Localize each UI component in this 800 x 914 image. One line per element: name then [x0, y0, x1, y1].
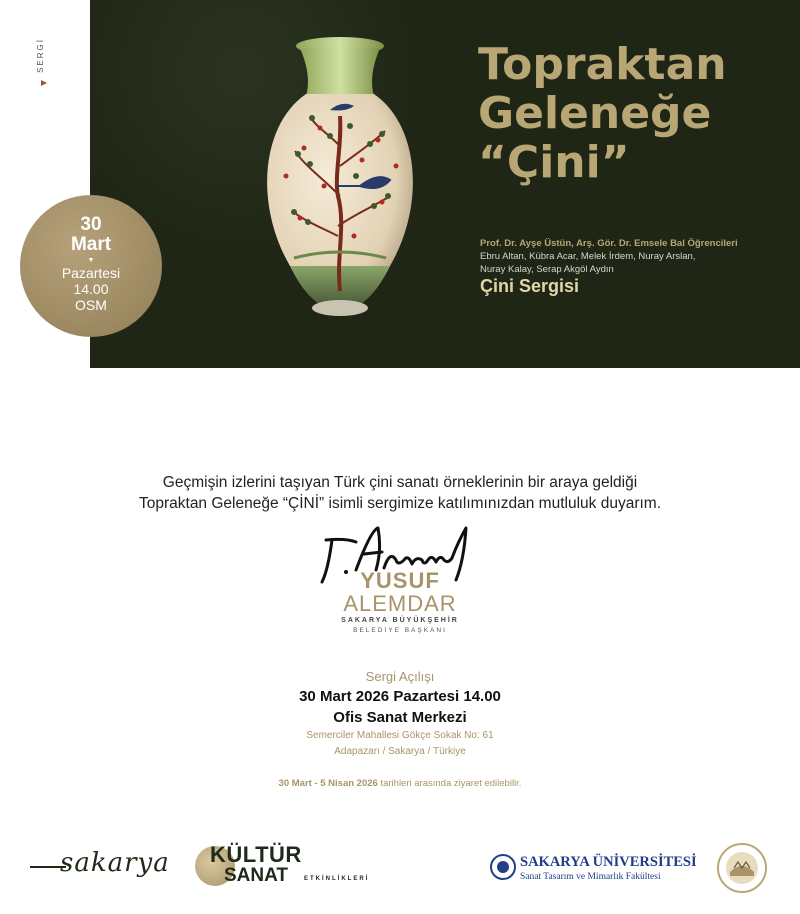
event-info [0, 668, 800, 760]
signatory-title-1: SAKARYA BÜYÜKŞEHİR [341, 617, 459, 624]
kultur-word-3: ETKİNLİKLERİ [304, 876, 370, 882]
triangle-icon [41, 80, 47, 86]
artist-credits [480, 237, 738, 276]
university-name: SAKARYA ÜNİVERSİTESİ [520, 854, 697, 870]
message-line-1: Geçmişin izlerini taşıyan Türk çini sanatı örneklerinin bir araya geldiği [162, 474, 638, 491]
event-venue: Ofis Sanat Merkezi [333, 709, 467, 726]
title-line-1: Topraktan [478, 39, 727, 90]
credits-line-3: Nuray Kalay, Serap Akgöl Aydın [480, 264, 614, 275]
kultur-sanat-logo [30, 840, 370, 890]
visit-suffix: tarihleri arasında ziyaret edilebilir. [377, 778, 522, 789]
side-label [36, 38, 56, 98]
exhibition-title [478, 40, 727, 187]
vase-image [250, 36, 430, 336]
university-logo [490, 852, 710, 888]
date-weekday: Pazartesi [61, 265, 121, 281]
invitation-message [0, 472, 800, 514]
signatory-last-name: ALEMDAR [343, 591, 457, 616]
date-badge [20, 195, 162, 337]
visit-dates [0, 778, 800, 789]
kultur-word-2: SANAT [224, 865, 289, 886]
event-address-1: Semerciler Mahallesi Gökçe Sokak No: 61 [306, 730, 494, 741]
date-time: 14.00 [73, 281, 109, 297]
message-line-2: Topraktan Geleneğe “ÇİNİ” isimli sergimize katılımınızdan mutluluk duyarım. [138, 495, 662, 512]
visit-range: 30 Mart - 5 Nisan 2026 [278, 778, 378, 789]
credits-lead: Prof. Dr. Ayşe Üstün, Arş. Gör. Dr. Emsele Bal Öğrencileri [480, 238, 738, 249]
hero-banner [90, 0, 800, 368]
kultur-word-1: KÜLTÜR [210, 842, 302, 867]
date-place: OSM [75, 297, 107, 313]
signatory-title-2: BELEDİYE BAŞKANI [353, 627, 447, 634]
kultur-script: sakarya [60, 848, 170, 878]
municipality-seal-icon [716, 842, 768, 894]
event-datetime: 30 Mart 2026 Pazartesi 14.00 [299, 688, 501, 705]
faculty-name: Sanat Tasarım ve Mimarlık Fakültesi [520, 872, 661, 882]
side-label-text: SERGİ [36, 38, 45, 73]
caret-down-icon: ▼ [87, 257, 95, 264]
opening-label: Sergi Açılışı [365, 669, 435, 684]
title-line-3: “Çini” [478, 137, 630, 188]
signatory-block [0, 570, 800, 635]
exhibition-subtitle: Çini Sergisi [480, 276, 580, 296]
event-address-2: Adapazarı / Sakarya / Türkiye [334, 746, 466, 757]
date-day: 30 [80, 214, 102, 235]
signatory-first-name: YUSUF [360, 568, 440, 593]
university-emblem-icon [490, 854, 516, 880]
title-line-2: Geleneğe [478, 88, 712, 139]
credits-line-2: Ebru Altan, Kübra Acar, Melek İrdem, Nuray Arslan, [480, 251, 696, 262]
date-month: Mart [70, 234, 112, 255]
